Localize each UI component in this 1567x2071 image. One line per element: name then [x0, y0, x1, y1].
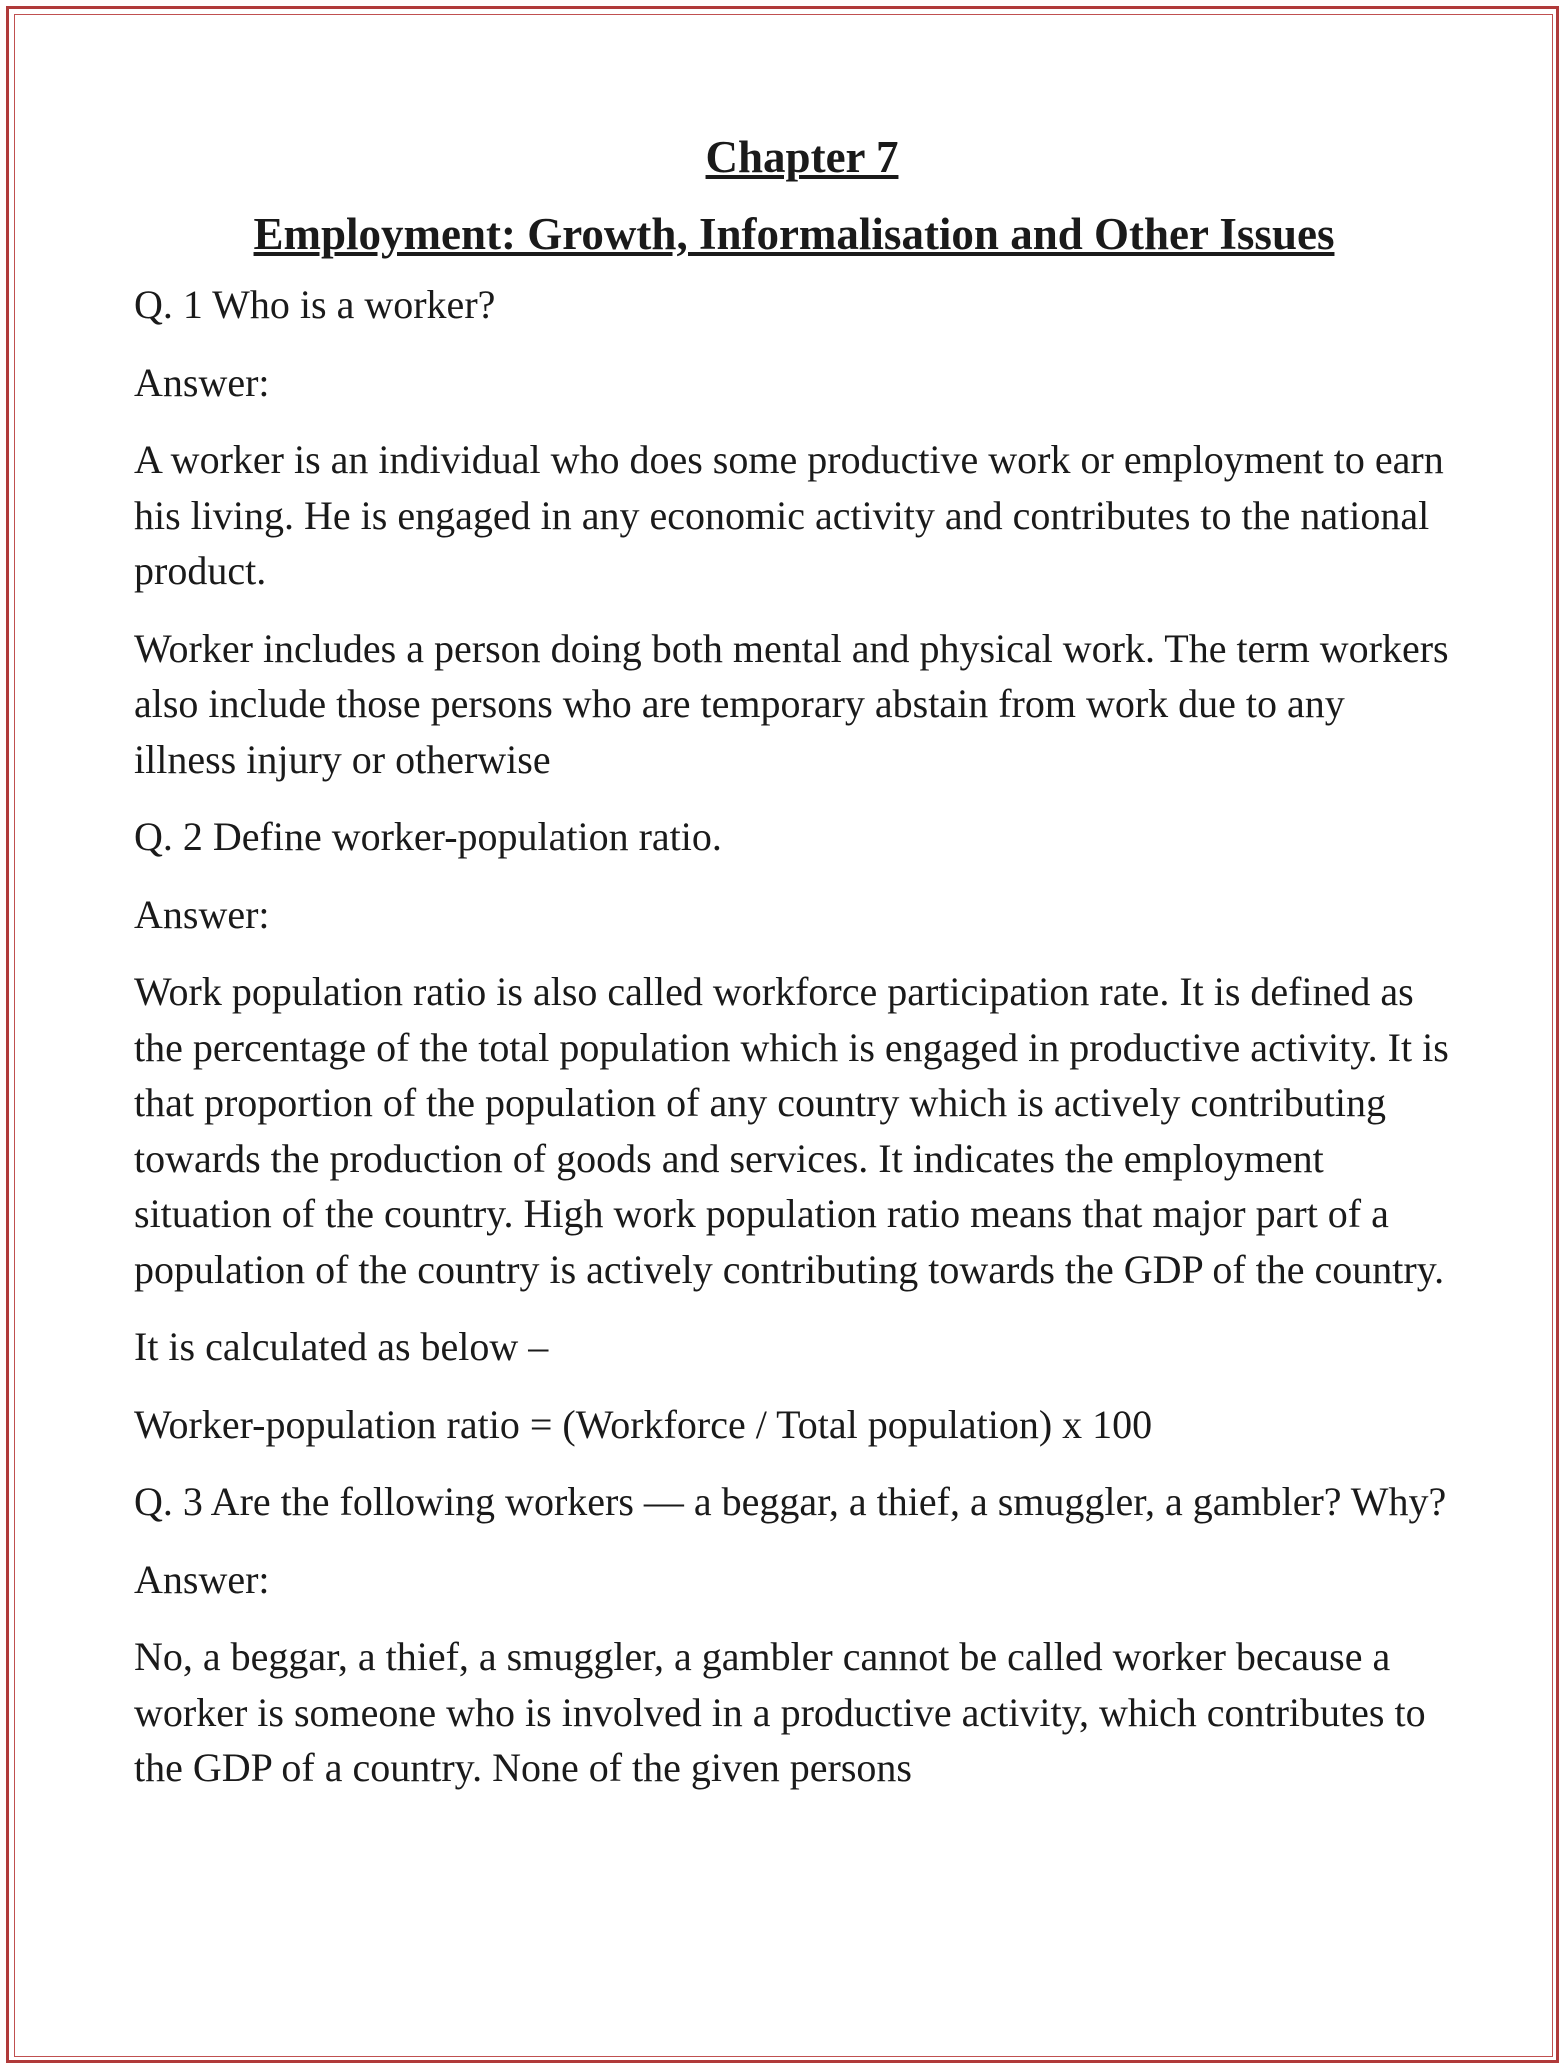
answer-3-paragraph-1: No, a beggar, a thief, a smuggler, a gambler cannot be called worker because a worker is someone who is involved in a productive activity, which contributes to the GDP of a country. None of the given persons — [134, 1634, 1426, 1790]
answer-label: Answer: — [134, 1556, 270, 1602]
question-2: Q. 2 Define worker-population ratio. — [134, 814, 722, 859]
question-1: Q. 1 Who is a worker? — [134, 282, 496, 327]
answer-1-paragraph-1: A worker is an individual who does some productive work or employment to earn his living. He is engaged in any economic activity and contributes to the national product. — [134, 437, 1444, 593]
answer-label: Answer: — [134, 359, 270, 405]
document-body — [134, 130, 1454, 1818]
answer-1-paragraph-2: Worker includes a person doing both mental and physical work. The term workers also include those persons who are temporary abstain from work due to any illness injury or otherwise — [134, 625, 1449, 782]
formula: Worker-population ratio = (Workforce / Total population) x 100 — [134, 1401, 1153, 1447]
answer-label: Answer: — [134, 891, 270, 937]
answer-2-paragraph-1: Work population ratio is also called workforce participation rate. It is defined as the percentage of the total population which is engaged in productive activity. It is that proportion of the population of any country which is actively contributing towards the production of goods and services. It indicates the employment situation of the country. High work population ratio means that major part of a population of the country is actively contributing towards the GDP of the country. — [134, 969, 1449, 1292]
question-3: Q. 3 Are the following workers — a beggar, a thief, a smuggler, a gambler? Why? — [134, 1479, 1447, 1524]
answer-2-paragraph-2: It is calculated as below – — [134, 1324, 549, 1369]
chapter-title: Employment: Growth, Informalisation and Other Issues — [253, 209, 1335, 259]
chapter-heading: Chapter 7 — [705, 132, 899, 182]
